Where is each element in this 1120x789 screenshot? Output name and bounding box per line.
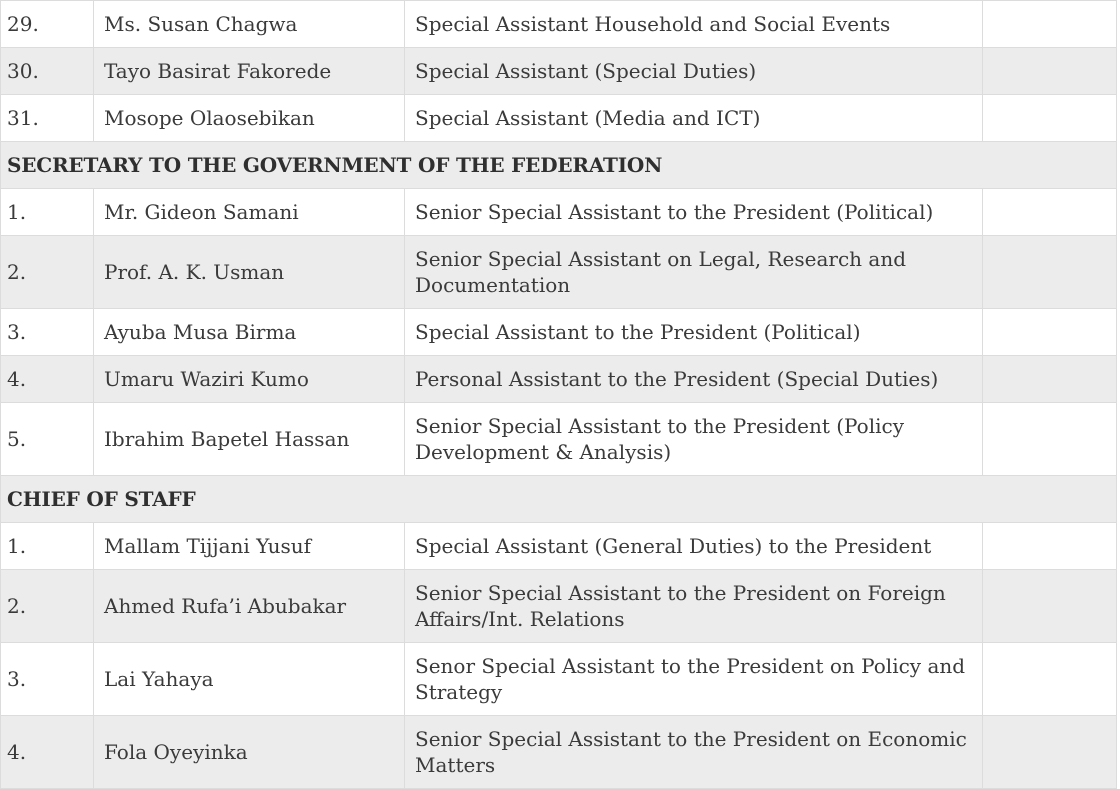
table-row — [1, 309, 1117, 356]
section-header-row — [1, 476, 1117, 523]
row-number: 31. — [1, 95, 94, 142]
row-number: 5. — [1, 403, 94, 476]
extra-cell — [983, 95, 1117, 142]
table-row — [1, 716, 1117, 789]
row-number: 2. — [1, 570, 94, 643]
table-row — [1, 48, 1117, 95]
table-row — [1, 523, 1117, 570]
table-row — [1, 356, 1117, 403]
table-row — [1, 570, 1117, 643]
appointee-name: Tayo Basirat Fakorede — [94, 48, 405, 95]
appointee-name: Ibrahim Bapetel Hassan — [94, 403, 405, 476]
table-row — [1, 403, 1117, 476]
appointee-position: Personal Assistant to the President (Special Duties) — [405, 356, 983, 403]
extra-cell — [983, 236, 1117, 309]
appointee-name: Prof. A. K. Usman — [94, 236, 405, 309]
appointee-position: Special Assistant to the President (Political) — [405, 309, 983, 356]
extra-cell — [983, 570, 1117, 643]
row-number: 1. — [1, 523, 94, 570]
table-row — [1, 643, 1117, 716]
appointee-name: Ms. Susan Chagwa — [94, 1, 405, 48]
appointee-position: Special Assistant Household and Social Events — [405, 1, 983, 48]
extra-cell — [983, 189, 1117, 236]
extra-cell — [983, 356, 1117, 403]
row-number: 2. — [1, 236, 94, 309]
appointee-position: Special Assistant (Special Duties) — [405, 48, 983, 95]
appointee-name: Mallam Tijjani Yusuf — [94, 523, 405, 570]
appointee-position: Senior Special Assistant to the President (Political) — [405, 189, 983, 236]
section-title: CHIEF OF STAFF — [1, 476, 1117, 523]
appointee-position: Senior Special Assistant to the President on Economic Matters — [405, 716, 983, 789]
row-number: 1. — [1, 189, 94, 236]
table-row — [1, 1, 1117, 48]
table-row — [1, 95, 1117, 142]
table-row — [1, 236, 1117, 309]
row-number: 29. — [1, 1, 94, 48]
extra-cell — [983, 523, 1117, 570]
row-number: 3. — [1, 309, 94, 356]
extra-cell — [983, 716, 1117, 789]
section-title: SECRETARY TO THE GOVERNMENT OF THE FEDERATION — [1, 142, 1117, 189]
appointee-position: Special Assistant (General Duties) to the President — [405, 523, 983, 570]
extra-cell — [983, 309, 1117, 356]
appointee-position: Senior Special Assistant to the President (Policy Development & Analysis) — [405, 403, 983, 476]
section-header-row — [1, 142, 1117, 189]
appointee-name: Ayuba Musa Birma — [94, 309, 405, 356]
appointee-name: Fola Oyeyinka — [94, 716, 405, 789]
appointee-position: Senor Special Assistant to the President on Policy and Strategy — [405, 643, 983, 716]
appointee-position: Senior Special Assistant to the President on Foreign Affairs/Int. Relations — [405, 570, 983, 643]
appointee-name: Mosope Olaosebikan — [94, 95, 405, 142]
appointee-position: Special Assistant (Media and ICT) — [405, 95, 983, 142]
row-number: 4. — [1, 356, 94, 403]
appointee-name: Umaru Waziri Kumo — [94, 356, 405, 403]
extra-cell — [983, 643, 1117, 716]
appointee-position: Senior Special Assistant on Legal, Research and Documentation — [405, 236, 983, 309]
table-row — [1, 189, 1117, 236]
extra-cell — [983, 48, 1117, 95]
row-number: 4. — [1, 716, 94, 789]
appointee-name: Mr. Gideon Samani — [94, 189, 405, 236]
appointee-name: Lai Yahaya — [94, 643, 405, 716]
row-number: 30. — [1, 48, 94, 95]
extra-cell — [983, 403, 1117, 476]
appointee-name: Ahmed Rufa’i Abubakar — [94, 570, 405, 643]
row-number: 3. — [1, 643, 94, 716]
extra-cell — [983, 1, 1117, 48]
